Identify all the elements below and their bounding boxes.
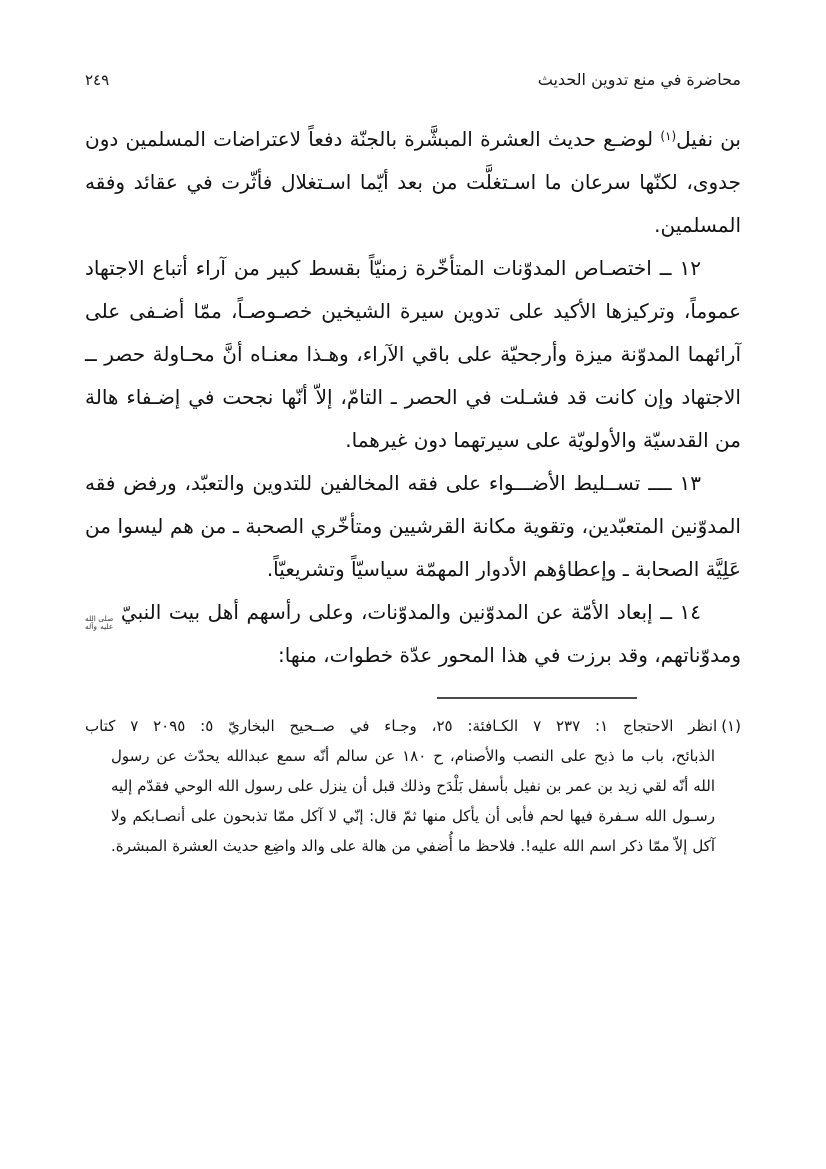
- text-line: آرائهما المدوّنة ميزة وأرجحيّة على باقي الآراء، وهـذا معنـاه أنَّ محـاولة حصر ــ: [85, 342, 741, 366]
- text-line: [85, 118, 741, 161]
- footnote-line: آكل إلاّ ممّا ذكر اسم الله عليه!. فلاحظ ما أُضفي من هالة على والد واضِع حديث العشرة المبشرة.: [111, 837, 715, 855]
- footnote-block: [85, 711, 741, 861]
- footnote-line: الذبائح، باب ما ذبح على النصب والأصنام، ح ١٨٠ عن سالم أنّه سمع عبدالله يحدّث عن رسول: [111, 747, 715, 765]
- footnote-line: رسـول الله سـفرة فيها لحم فأبى أن يأكل منها ثمّ قال: إنّي لا آكل ممّا تذبحون على أنصـابكم ولا: [111, 807, 715, 825]
- text-line-item-12: ١٢ ــ اختصـاص المدوّنات المتأخّرة زمنيّاً بقسط كبير من آراء أتباع الاجتهاد: [85, 256, 701, 280]
- text-line: عموماً، وتركيزها الأكيد على تدوين سيرة الشيخين خصـوصـاً، ممّا أضـفى على: [85, 299, 741, 323]
- footnote-number: (١): [721, 717, 741, 735]
- footnote-line: [85, 711, 741, 741]
- body-text: [85, 118, 741, 677]
- text-line: من القدسيّة والأولويّة على سيرتهما دون غيرهما.: [345, 428, 741, 452]
- footnote-separator-rule: [437, 697, 637, 699]
- text-line: المدوّنين المتعبّدين، وتقوية مكانة القرشيين ومتأخّري الصحبة ـ من هم ليسوا من: [85, 514, 741, 538]
- text-line: ومدوّناتهم، وقد برزت في هذا المحور عدّة خطوات، منها:: [278, 643, 741, 667]
- running-head-title: محاضرة في منع تدوين الحديث: [537, 70, 741, 89]
- text-line-item-14: [85, 591, 741, 634]
- line-text: ١٤ ــ إبعاد الأمّة عن المدوّنين والمدوّنات، وعلى رأسهم أهل بيت النبيّ: [120, 600, 701, 624]
- text-line: الاجتهاد وإن كانت قد فشـلت في الحصر ـ التامّ، إلاّ أنّها نجحت في إضـفاء هالة: [85, 385, 741, 409]
- page-number: ٢٤٩: [85, 71, 110, 89]
- line-text: لوضـع حديث العشرة المبشَّرة بالجنّة دفعاً لاعتراضات المسلمين دون: [85, 127, 661, 151]
- salawat-bottom: عليه وآله: [85, 622, 114, 631]
- line-text: بن نفيل: [676, 127, 741, 151]
- text-line: المسلمين.: [654, 213, 741, 237]
- salawat-top: صلى الله: [85, 614, 114, 623]
- text-line-item-13: ١٣ ــــ تســليط الأضـــواء على فقه المخالفين للتدوين والتعبّد، ورفض فقه: [85, 471, 701, 495]
- page-header: [85, 70, 741, 96]
- text-line: جدوى، لكنّها سرعان ما اسـتغلَّت من بعد أيّما اسـتغلال فأثّرت في عقائد وفقه: [85, 170, 741, 194]
- text-line: عَلِيَّة الصحابة ـ وإعطاؤهم الأدوار المهمّة سياسيّاً وتشريعيّاً.: [266, 557, 741, 581]
- footnote-line: الله أنّه لقي زيد بن عمر بن نفيل بأسفل بَلْدَح وذلك قبل أن ينزل على رسول الله الوحي فقدّم إليه: [111, 777, 715, 795]
- footnote-ref-marker: (١): [660, 129, 677, 143]
- footnote-text: انظر الاحتجاج ١: ٢٣٧ ٧ الكـافئة: ٢٥، وجـاء في صــحيح البخاريّ ٥: ٢٠٩٥ ٧ كتاب: [85, 717, 718, 735]
- salawat-calligraphy-mark: [85, 615, 113, 631]
